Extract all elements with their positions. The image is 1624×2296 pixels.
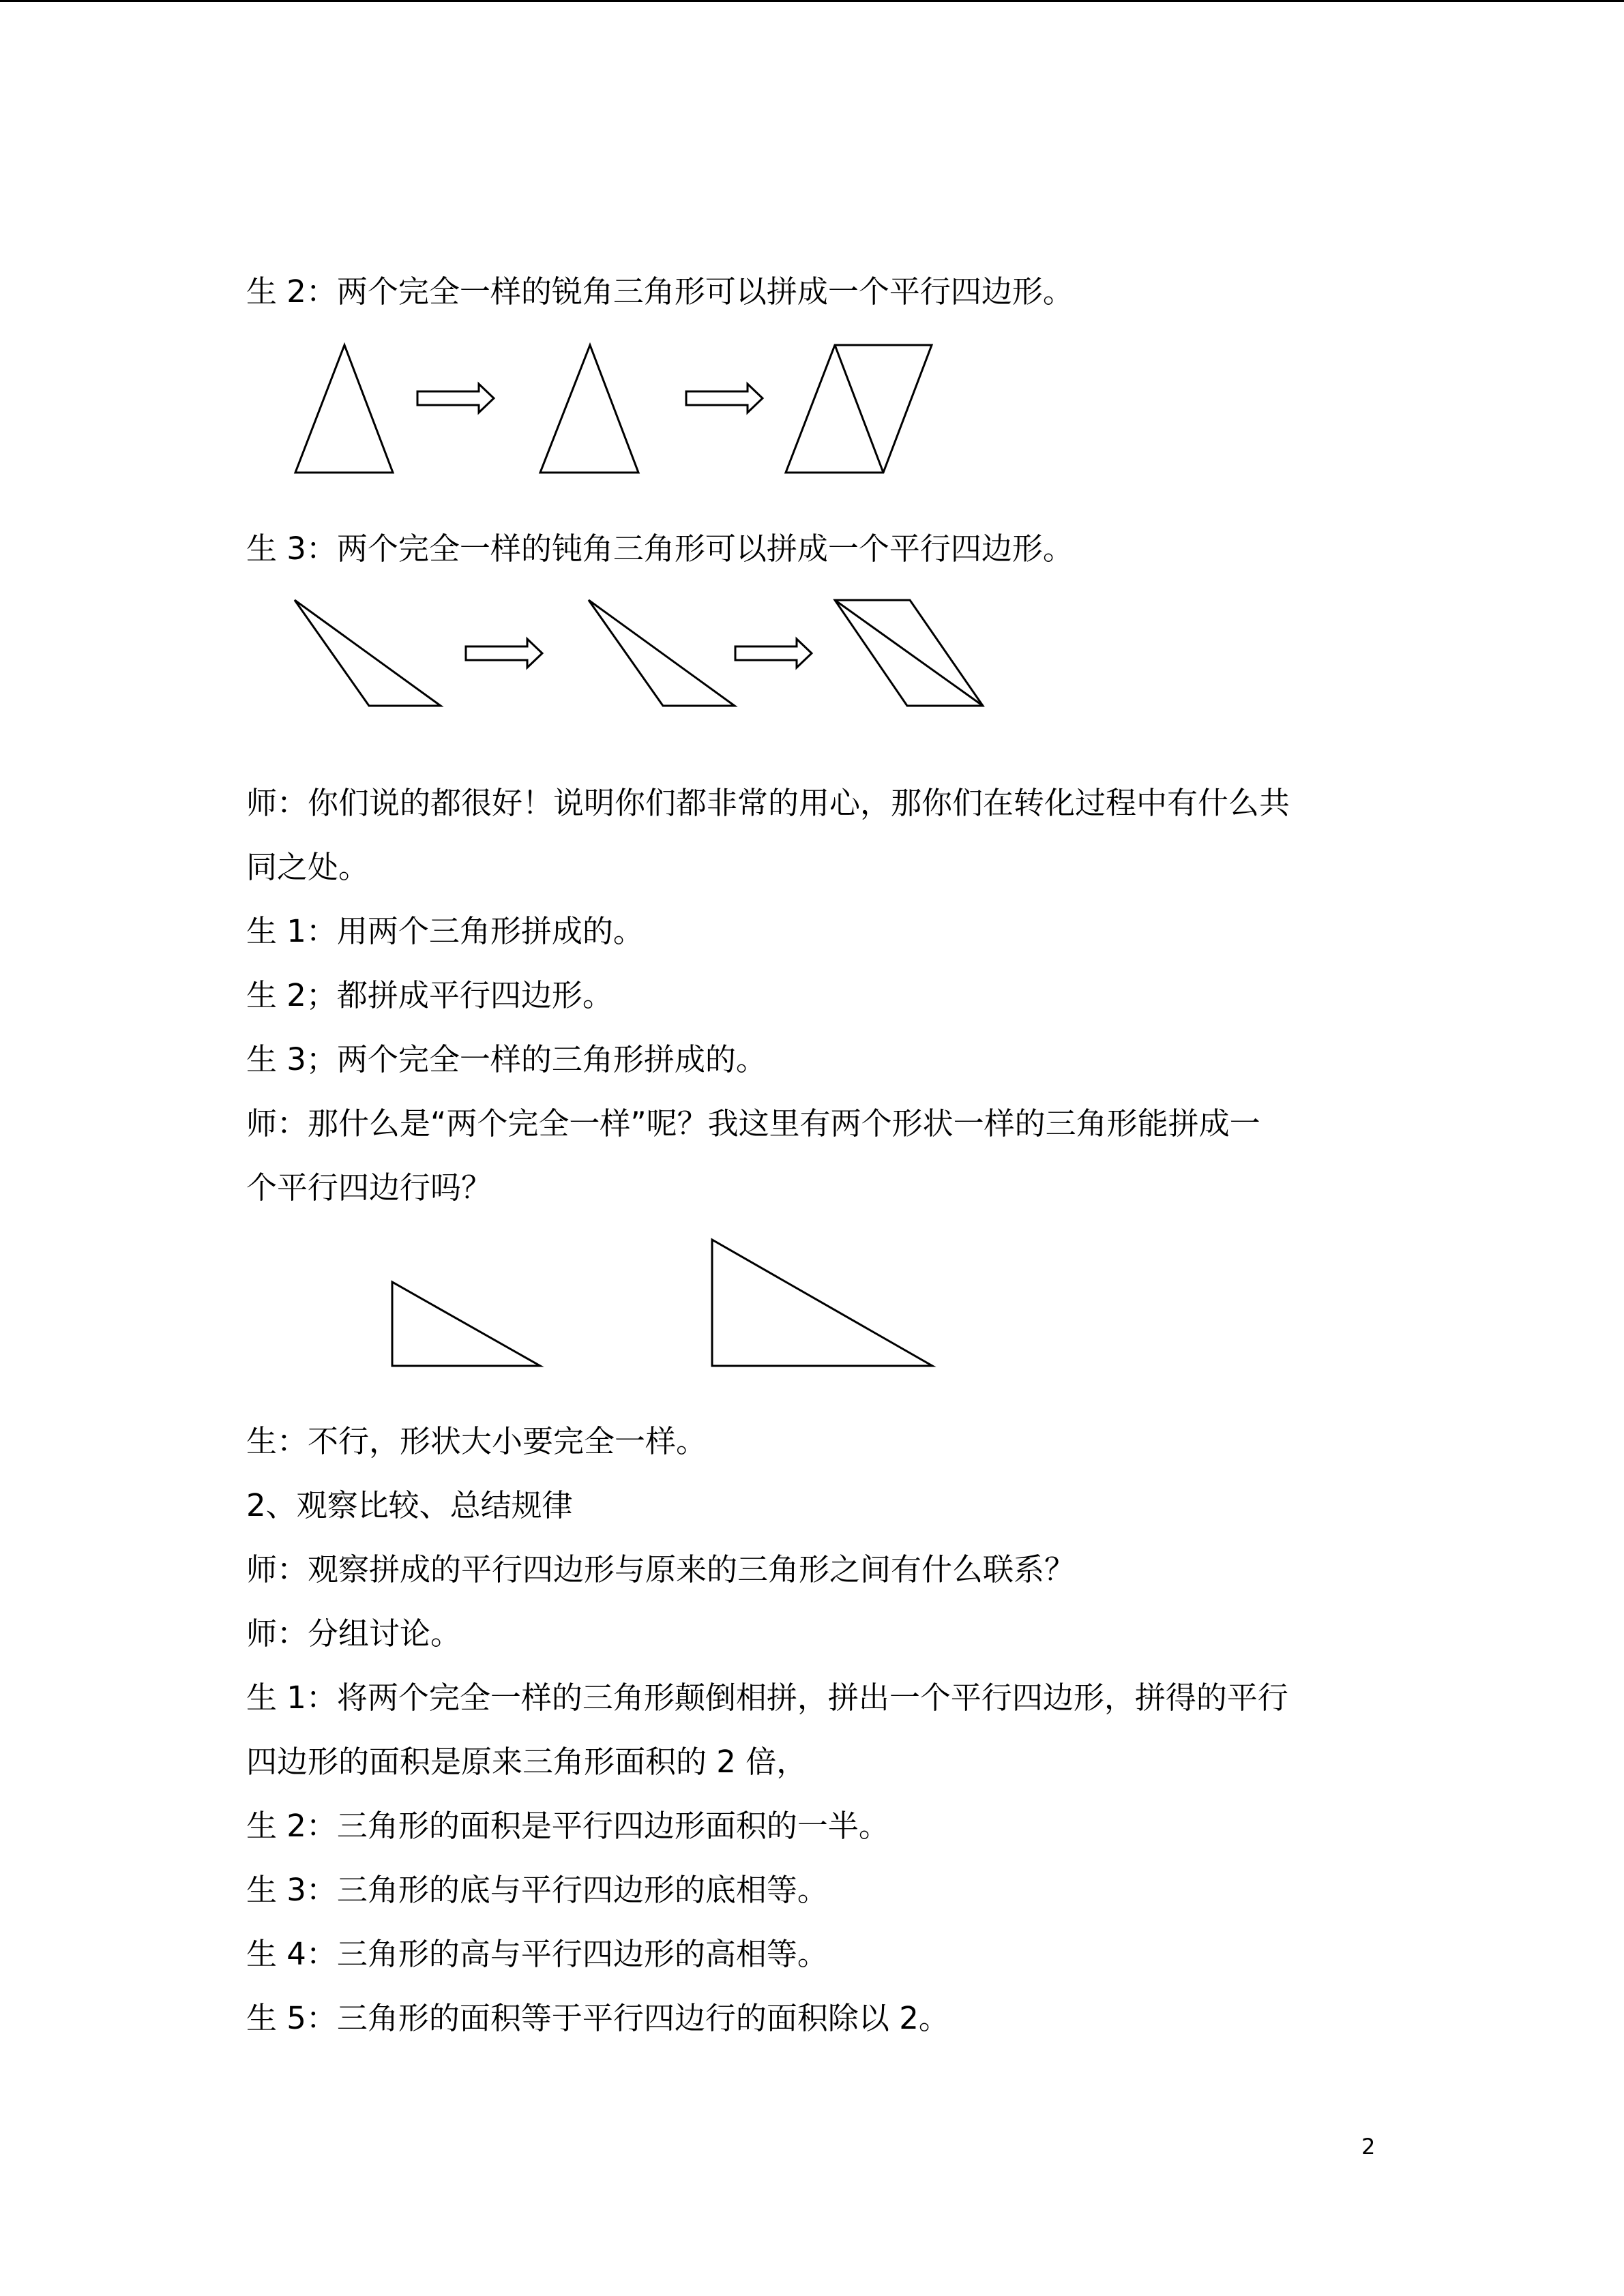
small-right-triangle [392, 1282, 540, 1366]
text-line-4: 同之处。 [246, 849, 370, 885]
large-right-triangle [712, 1240, 932, 1366]
text-line-17: 生 3：三角形的底与平行四边形的底相等。 [246, 1872, 828, 1908]
text-line-12: 师：观察拼成的平行四边形与原来的三角形之间有什么联系？ [246, 1551, 1076, 1587]
text-line-10: 生：不行，形状大小要完全一样。 [246, 1423, 707, 1459]
text-line-9: 个平行四边行吗？ [246, 1169, 492, 1206]
text-line-18: 生 4：三角形的高与平行四边形的高相等。 [246, 1936, 828, 1972]
text-line-13: 师：分组讨论。 [246, 1615, 462, 1652]
text-line-7: 生 3；两个完全一样的三角形拼成的。 [246, 1041, 767, 1077]
text-line-3: 师：你们说的都很好！说明你们都非常的用心，那你们在转化过程中有什么共 [246, 785, 1290, 821]
text-line-1: 生 2：两个完全一样的锐角三角形可以拼成一个平行四边形。 [246, 273, 1074, 310]
text-line-6: 生 2；都拼成平行四边形。 [246, 977, 613, 1013]
text-line-19: 生 5：三角形的面积等于平行四边行的面积除以 2。 [246, 2000, 949, 2036]
text-line-15: 四边形的面积是原来三角形面积的 2 倍， [246, 1744, 808, 1780]
text-line-8: 师：那什么是“两个完全一样”呢？我这里有两个形状一样的三角形能拼成一 [246, 1105, 1260, 1142]
text-line-5: 生 1：用两个三角形拼成的。 [246, 913, 644, 949]
page-number: 2 [1361, 2134, 1376, 2160]
section-heading: 2、观察比较、总结规律 [246, 1487, 573, 1523]
text-line-2: 生 3：两个完全一样的钝角三角形可以拼成一个平行四边形。 [246, 531, 1074, 567]
text-line-14: 生 1：将两个完全一样的三角形颠倒相拼，拼出一个平行四边形，拼得的平行 [246, 1680, 1288, 1716]
text-line-16: 生 2：三角形的面积是平行四边形面积的一半。 [246, 1808, 889, 1844]
